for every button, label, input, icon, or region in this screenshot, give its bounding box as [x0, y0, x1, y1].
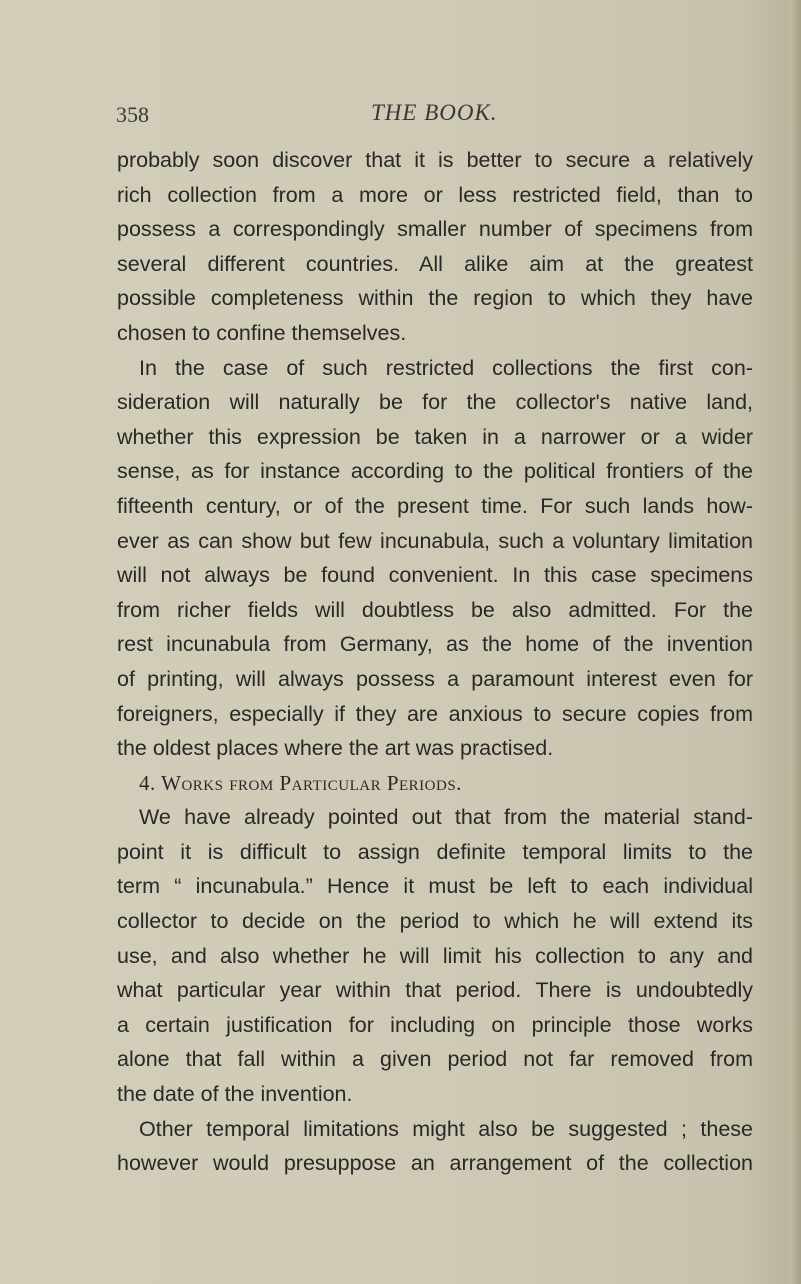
page-number: 358 [116, 102, 149, 127]
running-head: THE BOOK. [371, 100, 498, 125]
text-line: what particular year within that period. There is undoubtedly [117, 978, 753, 1003]
text-line: rich collection from a more or less restricted field, than to [117, 182, 753, 207]
section-heading: 4. Works from Particular Periods. [139, 770, 462, 795]
text-line: possible completeness within the region to which they have [117, 286, 753, 311]
text-line: use, and also whether he will limit his collection to any and [117, 943, 753, 968]
body-text [117, 143, 753, 1181]
text-line: We have already pointed out that from the material stand- [139, 805, 753, 830]
text-line: term “ incunabula.” Hence it must be left to each individual [117, 874, 753, 899]
text-line: probably soon discover that it is better to secure a relatively [117, 148, 753, 172]
page-edge-shadow [789, 0, 801, 1284]
text-line: however would presuppose an arrangement of the collection [117, 1151, 753, 1176]
text-line: sense, as for instance according to the political frontiers of the [117, 459, 753, 484]
text-line: rest incunabula from Germany, as the home of the invention [117, 632, 753, 657]
text-line: ever as can show but few incunabula, such a voluntary limitation [117, 528, 753, 553]
text-line: from richer fields will doubtless be also admitted. For the [117, 597, 753, 622]
text-line: several different countries. All alike aim at the greatest [117, 251, 753, 276]
text-line: the date of the invention. [117, 1082, 353, 1107]
text-line: a certain justification for including on principle those works [117, 1012, 753, 1037]
text-line: point it is difficult to assign definite temporal limits to the [117, 839, 753, 864]
page-header [116, 100, 756, 140]
text-line: the oldest places where the art was practised. [117, 736, 554, 761]
text-line: fifteenth century, or of the present time. For such lands how- [117, 493, 753, 518]
text-line: In the case of such restricted collections the first con- [139, 355, 753, 380]
text-line: possess a correspondingly smaller number of specimens from [117, 217, 753, 242]
text-line: will not always be found convenient. In this case specimens [117, 563, 753, 588]
text-line: whether this expression be taken in a narrower or a wider [117, 424, 753, 449]
text-line: chosen to confine themselves. [117, 320, 407, 345]
text-line: foreigners, especially if they are anxious to secure copies from [117, 701, 753, 726]
text-line: alone that fall within a given period not far removed from [117, 1047, 753, 1072]
text-line: of printing, will always possess a paramount interest even for [117, 666, 753, 691]
text-line: sideration will naturally be for the collector's native land, [117, 390, 753, 415]
text-line: Other temporal limitations might also be suggested ; these [139, 1116, 753, 1141]
text-line: collector to decide on the period to which he will extend its [117, 909, 753, 934]
